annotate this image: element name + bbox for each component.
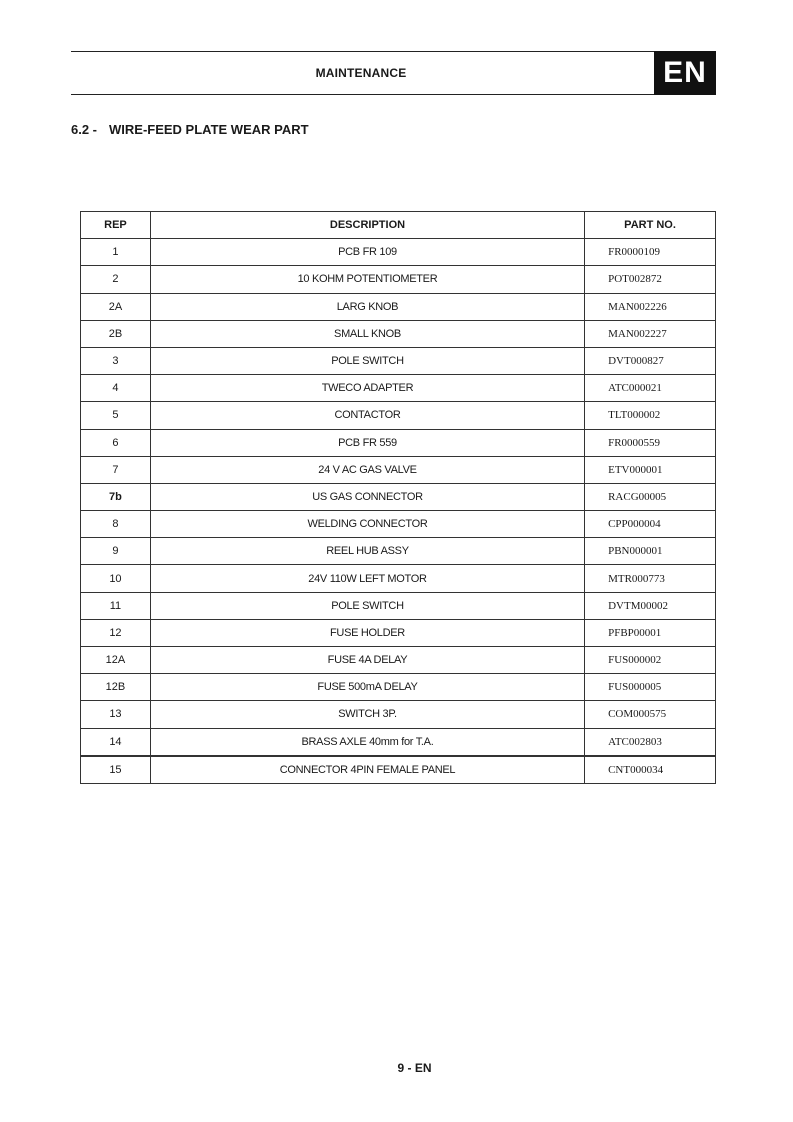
rep-cell: 14 xyxy=(81,728,151,756)
table-row xyxy=(81,647,716,674)
section-title xyxy=(71,122,309,137)
table-row xyxy=(81,375,716,402)
rep-cell: 12A xyxy=(81,647,151,674)
description-cell: SMALL KNOB xyxy=(150,320,584,347)
part-no-cell: CPP000004 xyxy=(585,511,716,538)
header-title: MAINTENANCE xyxy=(315,66,407,80)
description-cell: TWECO ADAPTER xyxy=(150,375,584,402)
description-cell: POLE SWITCH xyxy=(150,592,584,619)
part-no-cell: MAN002227 xyxy=(585,320,716,347)
page-header xyxy=(71,51,715,95)
parts-table xyxy=(80,211,716,784)
table-row xyxy=(81,266,716,293)
description-cell: POLE SWITCH xyxy=(150,347,584,374)
description-cell: REEL HUB ASSY xyxy=(150,538,584,565)
part-no-cell: PFBP00001 xyxy=(585,619,716,646)
table-row xyxy=(81,728,716,756)
part-no-cell: POT002872 xyxy=(585,266,716,293)
table-header-row xyxy=(81,212,716,239)
description-cell: BRASS AXLE 40mm for T.A. xyxy=(150,728,584,756)
part-no-cell: DVTM00002 xyxy=(585,592,716,619)
rep-cell: 2A xyxy=(81,293,151,320)
part-no-cell: TLT000002 xyxy=(585,402,716,429)
page-number: 9 - EN xyxy=(397,1061,432,1075)
rep-cell: 2 xyxy=(81,266,151,293)
table-row xyxy=(81,538,716,565)
table-row xyxy=(81,239,716,266)
table-row xyxy=(81,402,716,429)
rep-cell: 2B xyxy=(81,320,151,347)
rep-cell: 5 xyxy=(81,402,151,429)
description-cell: 24V 110W LEFT MOTOR xyxy=(150,565,584,592)
rep-cell: 9 xyxy=(81,538,151,565)
table-row xyxy=(81,619,716,646)
rep-cell: 1 xyxy=(81,239,151,266)
part-no-cell: ATC000021 xyxy=(585,375,716,402)
part-no-cell: MAN002226 xyxy=(585,293,716,320)
part-no-cell: FR0000559 xyxy=(585,429,716,456)
part-no-cell: RACG00005 xyxy=(585,483,716,510)
description-cell: CONNECTOR 4PIN FEMALE PANEL xyxy=(150,756,584,784)
language-badge: EN xyxy=(654,51,716,95)
description-cell: US GAS CONNECTOR xyxy=(150,483,584,510)
description-cell: CONTACTOR xyxy=(150,402,584,429)
table-row xyxy=(81,701,716,728)
description-cell: 10 KOHM POTENTIOMETER xyxy=(150,266,584,293)
part-no-cell: MTR000773 xyxy=(585,565,716,592)
part-no-cell: DVT000827 xyxy=(585,347,716,374)
table-row xyxy=(81,293,716,320)
description-cell: PCB FR 109 xyxy=(150,239,584,266)
description-cell: WELDING CONNECTOR xyxy=(150,511,584,538)
description-cell: 24 V AC GAS VALVE xyxy=(150,456,584,483)
table-row xyxy=(81,674,716,701)
rep-cell: 13 xyxy=(81,701,151,728)
part-no-cell: FR0000109 xyxy=(585,239,716,266)
rep-cell: 11 xyxy=(81,592,151,619)
table-row xyxy=(81,565,716,592)
part-no-cell: COM000575 xyxy=(585,701,716,728)
part-no-cell: FUS000005 xyxy=(585,674,716,701)
table-row xyxy=(81,456,716,483)
description-cell: FUSE 500mA DELAY xyxy=(150,674,584,701)
rep-cell: 15 xyxy=(81,756,151,784)
rep-cell: 12 xyxy=(81,619,151,646)
rep-cell: 7 xyxy=(81,456,151,483)
rep-cell: 12B xyxy=(81,674,151,701)
table-row xyxy=(81,483,716,510)
rep-cell: 8 xyxy=(81,511,151,538)
rep-cell: 7b xyxy=(81,483,151,510)
rep-cell: 4 xyxy=(81,375,151,402)
column-header-description: DESCRIPTION xyxy=(150,212,584,239)
table-row xyxy=(81,320,716,347)
table-row xyxy=(81,429,716,456)
part-no-cell: CNT000034 xyxy=(585,756,716,784)
rep-cell: 3 xyxy=(81,347,151,374)
column-header-part-no: PART NO. xyxy=(585,212,716,239)
rep-cell: 6 xyxy=(81,429,151,456)
description-cell: FUSE 4A DELAY xyxy=(150,647,584,674)
part-no-cell: FUS000002 xyxy=(585,647,716,674)
description-cell: LARG KNOB xyxy=(150,293,584,320)
section-number: 6.2 - xyxy=(71,122,98,137)
part-no-cell: ATC002803 xyxy=(585,728,716,756)
table-row xyxy=(81,511,716,538)
table-row xyxy=(81,592,716,619)
table-row xyxy=(81,347,716,374)
description-cell: FUSE HOLDER xyxy=(150,619,584,646)
section-title-text: WIRE-FEED PLATE WEAR PART xyxy=(109,122,309,137)
column-header-rep: REP xyxy=(81,212,151,239)
description-cell: PCB FR 559 xyxy=(150,429,584,456)
rep-cell: 10 xyxy=(81,565,151,592)
table-row xyxy=(81,756,716,784)
part-no-cell: ETV000001 xyxy=(585,456,716,483)
part-no-cell: PBN000001 xyxy=(585,538,716,565)
description-cell: SWITCH 3P. xyxy=(150,701,584,728)
